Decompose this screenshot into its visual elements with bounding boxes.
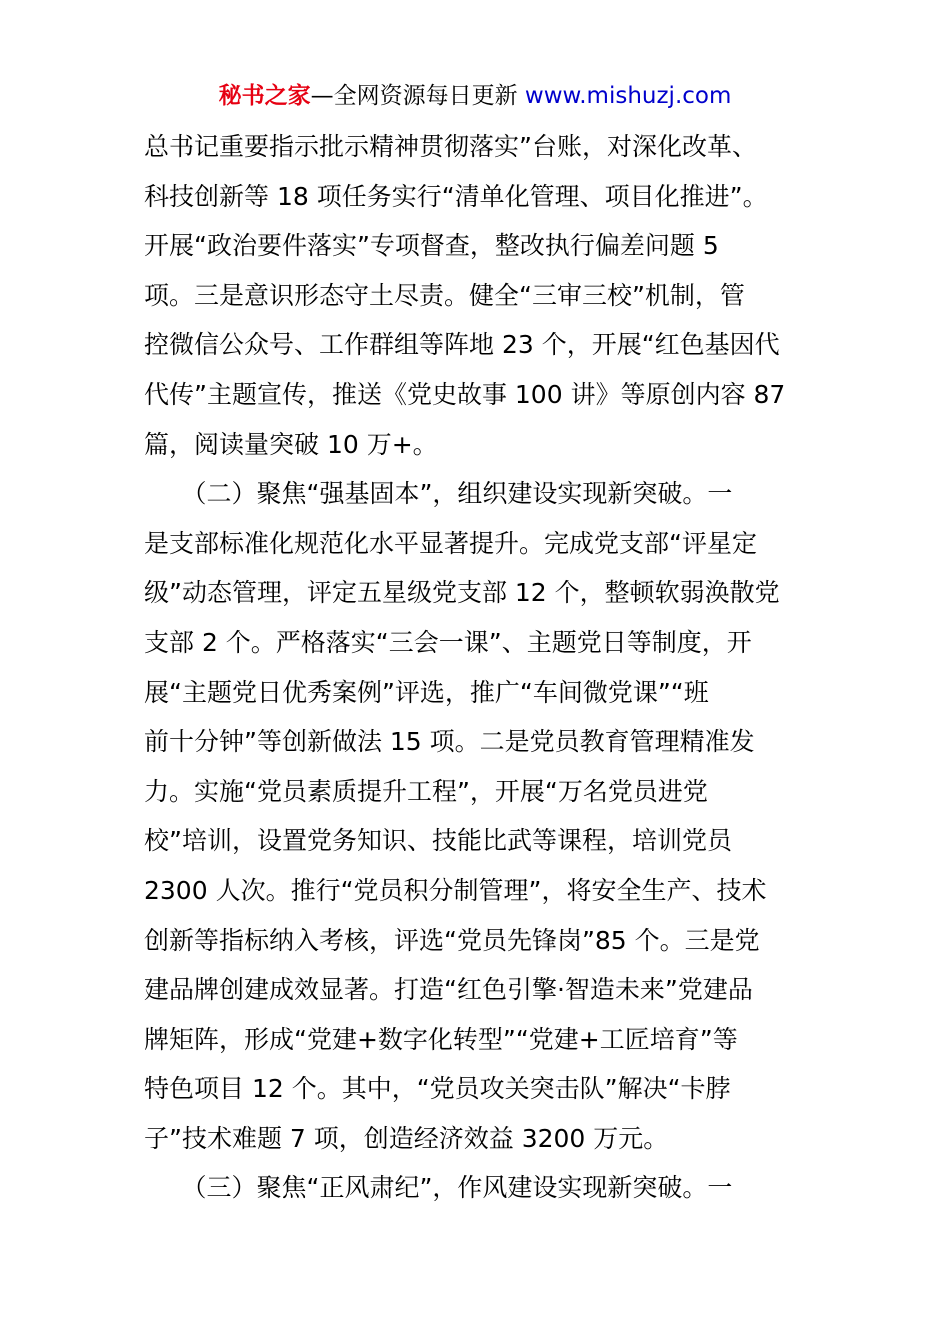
section-heading-line: （三）聚焦“正风肃纪”，作风建设实现新突破。一 — [144, 1173, 733, 1203]
text-line: 校”培训，设置党务知识、技能比武等课程，培训党员 — [144, 826, 732, 856]
text-line: 项。三是意识形态守土尽责。健全“三审三校”机制，管 — [144, 280, 745, 310]
document-body — [144, 122, 824, 1213]
text-line: 力。实施“党员素质提升工程”，开展“万名党员进党 — [144, 776, 708, 806]
text-line: 前十分钟”等创新做法 15 项。二是党员教育管理精准发 — [144, 727, 755, 757]
site-header — [0, 80, 950, 112]
text-line: 牌矩阵，形成“党建+数字化转型”“党建+工匠培育”等 — [144, 1024, 738, 1054]
text-line: 支部 2 个。严格落实“三会一课”、主题党日等制度，开 — [144, 627, 752, 657]
text-line: 展“主题党日优秀案例”评选，推广“车间微党课”“班 — [144, 677, 709, 707]
text-line: 级”动态管理，评定五星级党支部 12 个，整顿软弱涣散党 — [144, 578, 780, 608]
brand-name: 秘书之家 — [218, 83, 311, 109]
text-line: 是支部标准化规范化水平显著提升。完成党支部“评星定 — [144, 528, 757, 558]
text-line: 创新等指标纳入考核，评选“党员先锋岗”85 个。三是党 — [144, 925, 760, 955]
header-tagline: —全网资源每日更新 — [310, 83, 525, 109]
text-line: 特色项目 12 个。其中，“党员攻关突击队”解决“卡脖 — [144, 1074, 731, 1104]
text-line: 子”技术难题 7 项，创造经济效益 3200 万元。 — [144, 1123, 669, 1153]
text-line: 开展“政治要件落实”专项督查，整改执行偏差问题 5 — [144, 231, 719, 261]
section-heading-line: （二）聚焦“强基固本”，组织建设实现新突破。一 — [144, 479, 733, 509]
text-line: 2300 人次。推行“党员积分制管理”，将安全生产、技术 — [144, 875, 767, 905]
text-line: 代传”主题宣传，推送《党史故事 100 讲》等原创内容 87 — [144, 379, 786, 409]
text-line: 篇，阅读量突破 10 万+。 — [144, 429, 438, 459]
text-line: 总书记重要指示批示精神贯彻落实”台账，对深化改革、 — [144, 132, 757, 161]
text-line: 科技创新等 18 项任务实行“清单化管理、项目化推进”。 — [144, 181, 768, 211]
text-line: 控微信公众号、工作群组等阵地 23 个，开展“红色基因代 — [144, 330, 780, 360]
text-line: 建品牌创建成效显著。打造“红色引擎·智造未来”党建品 — [144, 975, 753, 1005]
site-url-link[interactable]: www.mishuzj.com — [524, 83, 732, 109]
